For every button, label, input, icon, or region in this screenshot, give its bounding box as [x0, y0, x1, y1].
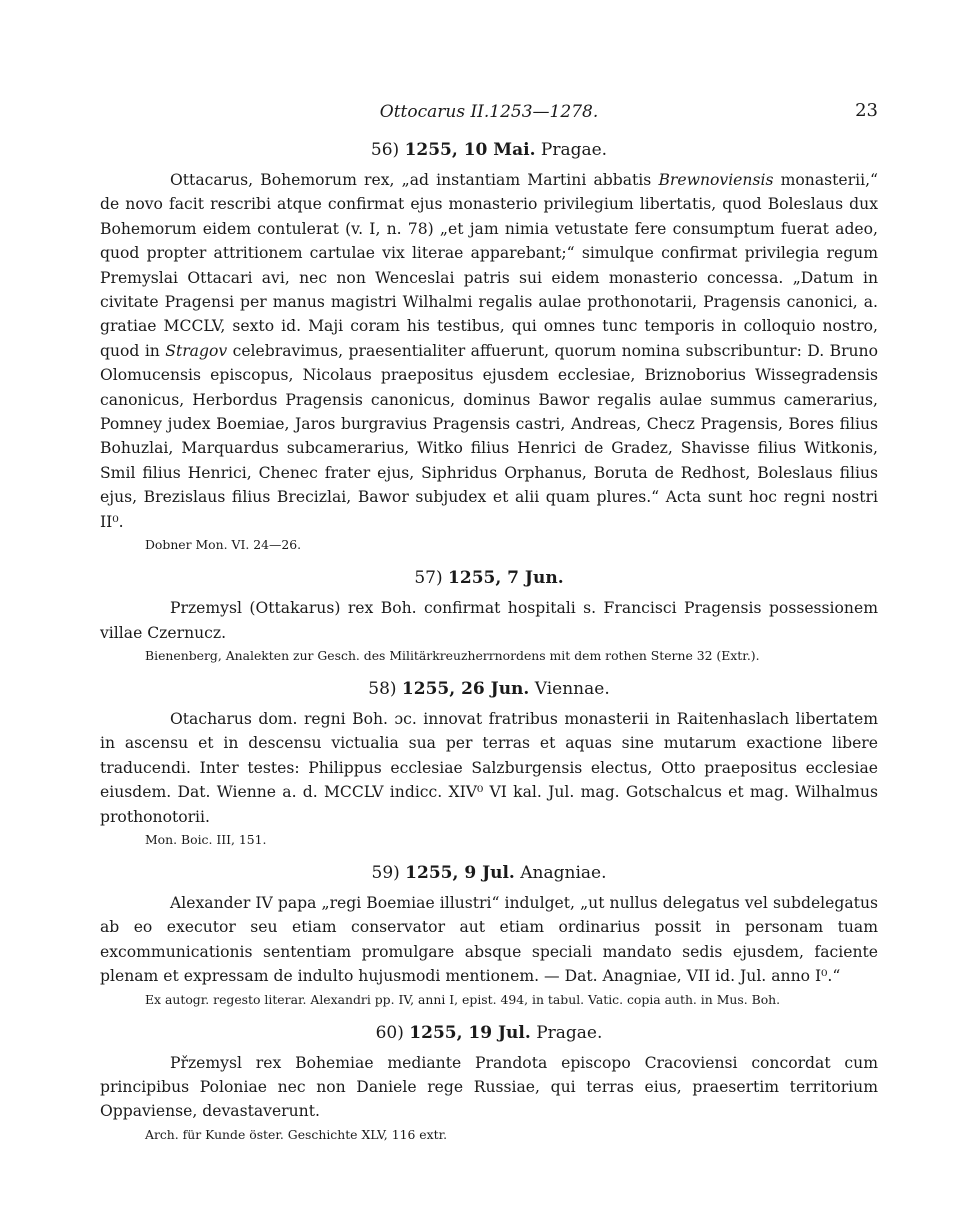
entry-place: Anagniae.	[520, 862, 607, 883]
page-number: 23	[855, 100, 878, 121]
entry-text-italic: Brewnoviensis	[658, 171, 774, 189]
entry-heading	[100, 1021, 878, 1045]
entry-date: 1255, 19 Jul.	[409, 1022, 531, 1043]
entry-number: 60)	[375, 1022, 404, 1043]
entry-60	[100, 1021, 878, 1144]
entry-body	[100, 707, 878, 829]
entry-date: 1255, 26 Jun.	[401, 678, 530, 699]
entry-body	[100, 891, 878, 989]
entry-number: 59)	[371, 862, 400, 883]
page-header	[100, 100, 878, 126]
entry-text-italic: Stragov	[165, 341, 228, 360]
entry-source: Mon. Boic. III, 151.	[145, 831, 267, 847]
entry-58	[100, 677, 878, 849]
entry-body	[100, 596, 878, 645]
entry-text: Otacharus dom. regni Boh. ɔc. innovat fratribus monasterii in Raitenhaslach libertatem in ascensu et in descensu victualia sua per terras et aquas sine mutarum exactione libere traducendi. Inter testes: Philippus ecclesiae Salzburgensis electus, Otto praepositus ecclesiae eiusdem. Dat. Wienne a. d. MCCLV indicc. XIV⁰ VI kal. Jul. mag. Gotschalcus et mag. Wilhalmus prothonotorii.	[100, 709, 878, 826]
entry-source: Arch. für Kunde öster. Geschichte XLV, 116 extr.	[145, 1126, 448, 1142]
entry-body	[100, 168, 878, 534]
entry-text: Przemysl (Ottakarus) rex Boh. confirmat hospitali s. Francisci Pragensis possessionem villae Czernucz.	[100, 599, 878, 642]
entry-number: 58)	[368, 678, 397, 699]
entry-59	[100, 861, 878, 1009]
entry-date: 1255, 7 Jun.	[448, 568, 564, 589]
entry-heading	[100, 566, 878, 590]
entry-source: Dobner Mon. VI. 24—26.	[145, 537, 302, 553]
entry-number: 56)	[370, 140, 400, 160]
entry-source: Ex autogr. regesto literar. Alexandri pp. IV, anni I, epist. 494, in tabul. Vatic. copia auth. in Mus. Boh.	[145, 991, 781, 1007]
page-content	[100, 138, 878, 1156]
entry-date: 1255, 9 Jul.	[405, 862, 515, 883]
entry-heading	[100, 138, 878, 162]
running-title: Ottocarus II.1253—1278.	[379, 102, 599, 122]
entry-source: Bienenberg, Analekten zur Gesch. des Militärkreuzherrnordens mit dem rothen Sterne 32 (Extr.).	[145, 647, 760, 663]
entry-56	[100, 138, 878, 554]
entry-text: Alexander IV papa „regi Boemiae illustri“ indulget, „ut nullus delegatus vel subdelegatus ab eo executor seu etiam conservator aut etiam ordinarius possit in personam tuam excommunicationis sententiam promulgare absque speciali mandato sedis ejusdem, faciente plenam et expressam de indulto hujusmodi mentionem. — Dat. Anagniae, VII id. Jul. anno I⁰.“	[100, 893, 878, 986]
entry-number: 57)	[414, 568, 443, 589]
entry-date: 1255, 10 Mai.	[404, 140, 536, 160]
entry-place: Pragae.	[540, 140, 608, 160]
entry-text: Ottacarus, Bohemorum rex, „ad instantiam Martini abbatis	[170, 171, 659, 189]
entry-heading	[100, 861, 878, 885]
entry-place: Pragae.	[536, 1022, 603, 1043]
entry-57	[100, 566, 878, 665]
entry-body	[100, 1051, 878, 1124]
entry-text: monasterii,“ de novo facit rescribi atque confirmat ejus monasterio privilegium libertatis, quod Boleslaus dux Bohemorum eidem contulerat (v. I, n. 78) „et jam nimia vetustate fere consumptum fuerat adeo, quod propter attritionem cartulae vix literae apparebant;“ simulque confirmat privilegia regum Premyslai Ottacari avi, nec non Wenceslai patris sui eidem monasterio concessa. „Datum in civitate Pragensi per manus magistri Wilhalmi regalis aulae prothonotarii, Pragensis canonici, a. gratiae MCCLV, sexto id. Maji coram his testibus, qui omnes tunc temporis in colloquio nostro, quod in	[100, 171, 878, 360]
entry-text: celebravimus, praesentialiter affuerunt, quorum nomina subscribuntur: D. Bruno Olomucensis episcopus, Nicolaus praepositus ejusdem ecclesiae, Briznoborius Wissegradensis canonicus, Herbordus Pragensis canonicus, dominus Bawor regalis aulae summus camerarius, Pomney judex Boemiae, Jaros burgravius Pragensis castri, Andreas, Checz Pragensis, Bores filius Bohuzlai, Marquardus subcamerarius, Witko filius Henrici de Gradez, Shavisse filius Witkonis, Smil filius Henrici, Chenec frater ejus, Siphridus Orphanus, Boruta de Redhost, Boleslaus filius ejus, Brezislaus filius Brecizlai, Bawor subjudex et alii quam plures.“ Acta sunt hoc regni nostri II⁰.	[100, 341, 878, 531]
entry-heading	[100, 677, 878, 701]
entry-text: Přzemysl rex Bohemiae mediante Prandota episcopo Cracoviensi concordat cum principibus Poloniae nec non Daniele rege Russiae, qui terras eius, praesertim territorium Oppaviense, devastaverunt.	[100, 1053, 878, 1121]
entry-place: Viennae.	[534, 678, 610, 699]
